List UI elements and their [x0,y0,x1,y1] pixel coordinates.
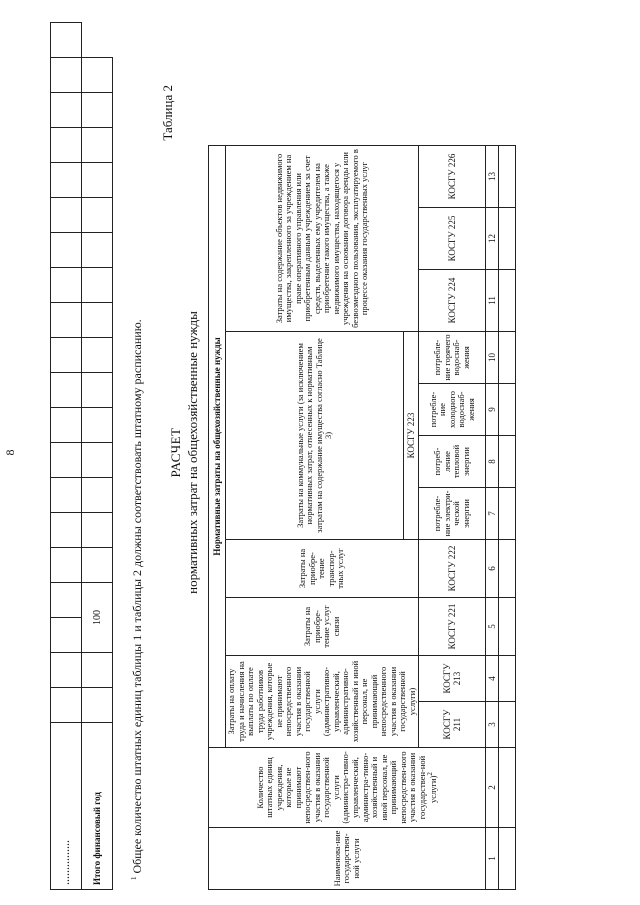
kosgu-222: КОСГУ 222 [419,540,486,598]
col-number: 2 [486,748,499,828]
total-value: 100 [82,583,113,653]
utility-cold-water: потребле-ние холодного водоснаб-жения [419,384,486,436]
col-number: 12 [486,208,499,270]
col-number: 1 [486,828,499,890]
header-normative-costs: Нормативные затраты на общехозяйственные нужды [209,146,226,748]
kosgu-223: КОСГУ 223 [404,332,419,540]
utility-hot-water: потребле-ние горячего водоснаб-жения [419,332,486,384]
title-line2: нормативных затрат на общехозяйственные нужды [185,311,200,594]
footnote-text: Общее количество штатных единиц таблицы 1 и таблицы 2 должны соответствовать штатному расписанию. [130,319,144,874]
data-cell [499,146,516,208]
group-communication-costs: Затраты на приобре-тение услуг связи [226,598,419,656]
utility-heat: потреб-ление тепловой энергии [419,436,486,488]
data-cell [499,656,516,702]
data-cell [499,828,516,890]
kosgu-225: КОСГУ 225 [419,208,486,270]
page-number: 8 [3,449,17,456]
total-financial-year-label: Итого финансовый год [82,723,113,890]
kosgu-211: КОСГУ 211 [419,702,486,748]
data-cell [499,540,516,598]
footnote [130,319,145,880]
col-number: 5 [486,598,499,656]
col-number: 10 [486,332,499,384]
col-number: 11 [486,270,499,332]
col-service-name: Наименова-ние государствен-ной услуги [209,828,486,890]
col-number: 4 [486,656,499,702]
col-number: 7 [486,488,499,540]
col-number: 8 [486,436,499,488]
data-cell [499,332,516,384]
column-numbers-row [486,146,499,890]
top-table-dots: …………… [51,723,82,890]
data-cell [499,270,516,332]
table-label: Таблица 2 [160,85,175,141]
normative-costs-table [208,145,516,890]
top-summary-table [50,22,113,890]
data-cell [499,702,516,748]
data-cell [499,488,516,540]
col-number: 3 [486,702,499,748]
col-number: 13 [486,146,499,208]
data-cell [499,436,516,488]
data-cell [499,208,516,270]
kosgu-221: КОСГУ 221 [419,598,486,656]
col-staff-count: Количество штатных единиц учреждения, которые не принимают непосредствен-ного участия в оказании государственной услуги (администра-тивно-управленческий, администра-тивно-хозяйственный и иной персонал, не принимающий непосредствен-ного участия в оказании государствен-ной услуги)$^2$ [209,748,486,828]
group-utility-costs: Затраты на коммунальные услуги (за исключением нормативных затрат, отнесенных к нормативным затратам на содержание имущества согласно Таблице 3) [226,332,404,540]
kosgu-213: КОСГУ 213 [419,656,486,702]
group-transport-costs: Затраты на приобре-тение транспор-тных услуг [226,540,419,598]
group-pay-costs: Затраты на оплату труда и начисления на выплаты по оплате труда работников учреждения, которые не принимают непосредственного участия в оказании государственной услуги (административно-управленческий, административно-хозяйственный и иной персонал, не принимающий непосредственного участия в оказании государственной услуги) [226,656,419,748]
title-line1: РАСЧЕТ [168,427,183,478]
group-property-costs: Затраты на содержание объектов недвижимого имущества, закрепленного за учреждением на праве оперативного управления или приобретенным данным учреждением за счет средств, выделенных ему учредителем на приобретение такого имущества, а также недвижимого имущества, находящегося у учреждения на основании договора аренды или безвозмездного пользования, эксплуатируемого в процессе оказания государственных услуг [226,146,419,332]
data-cell [499,598,516,656]
kosgu-224: КОСГУ 224 [419,270,486,332]
col-number: 9 [486,384,499,436]
col-number: 6 [486,540,499,598]
utility-electric: потребле-ние электри-ческой энергии [419,488,486,540]
footnote-marker: 1 [130,876,138,880]
data-cell [499,384,516,436]
kosgu-226: КОСГУ 226 [419,146,486,208]
data-cell [499,748,516,828]
